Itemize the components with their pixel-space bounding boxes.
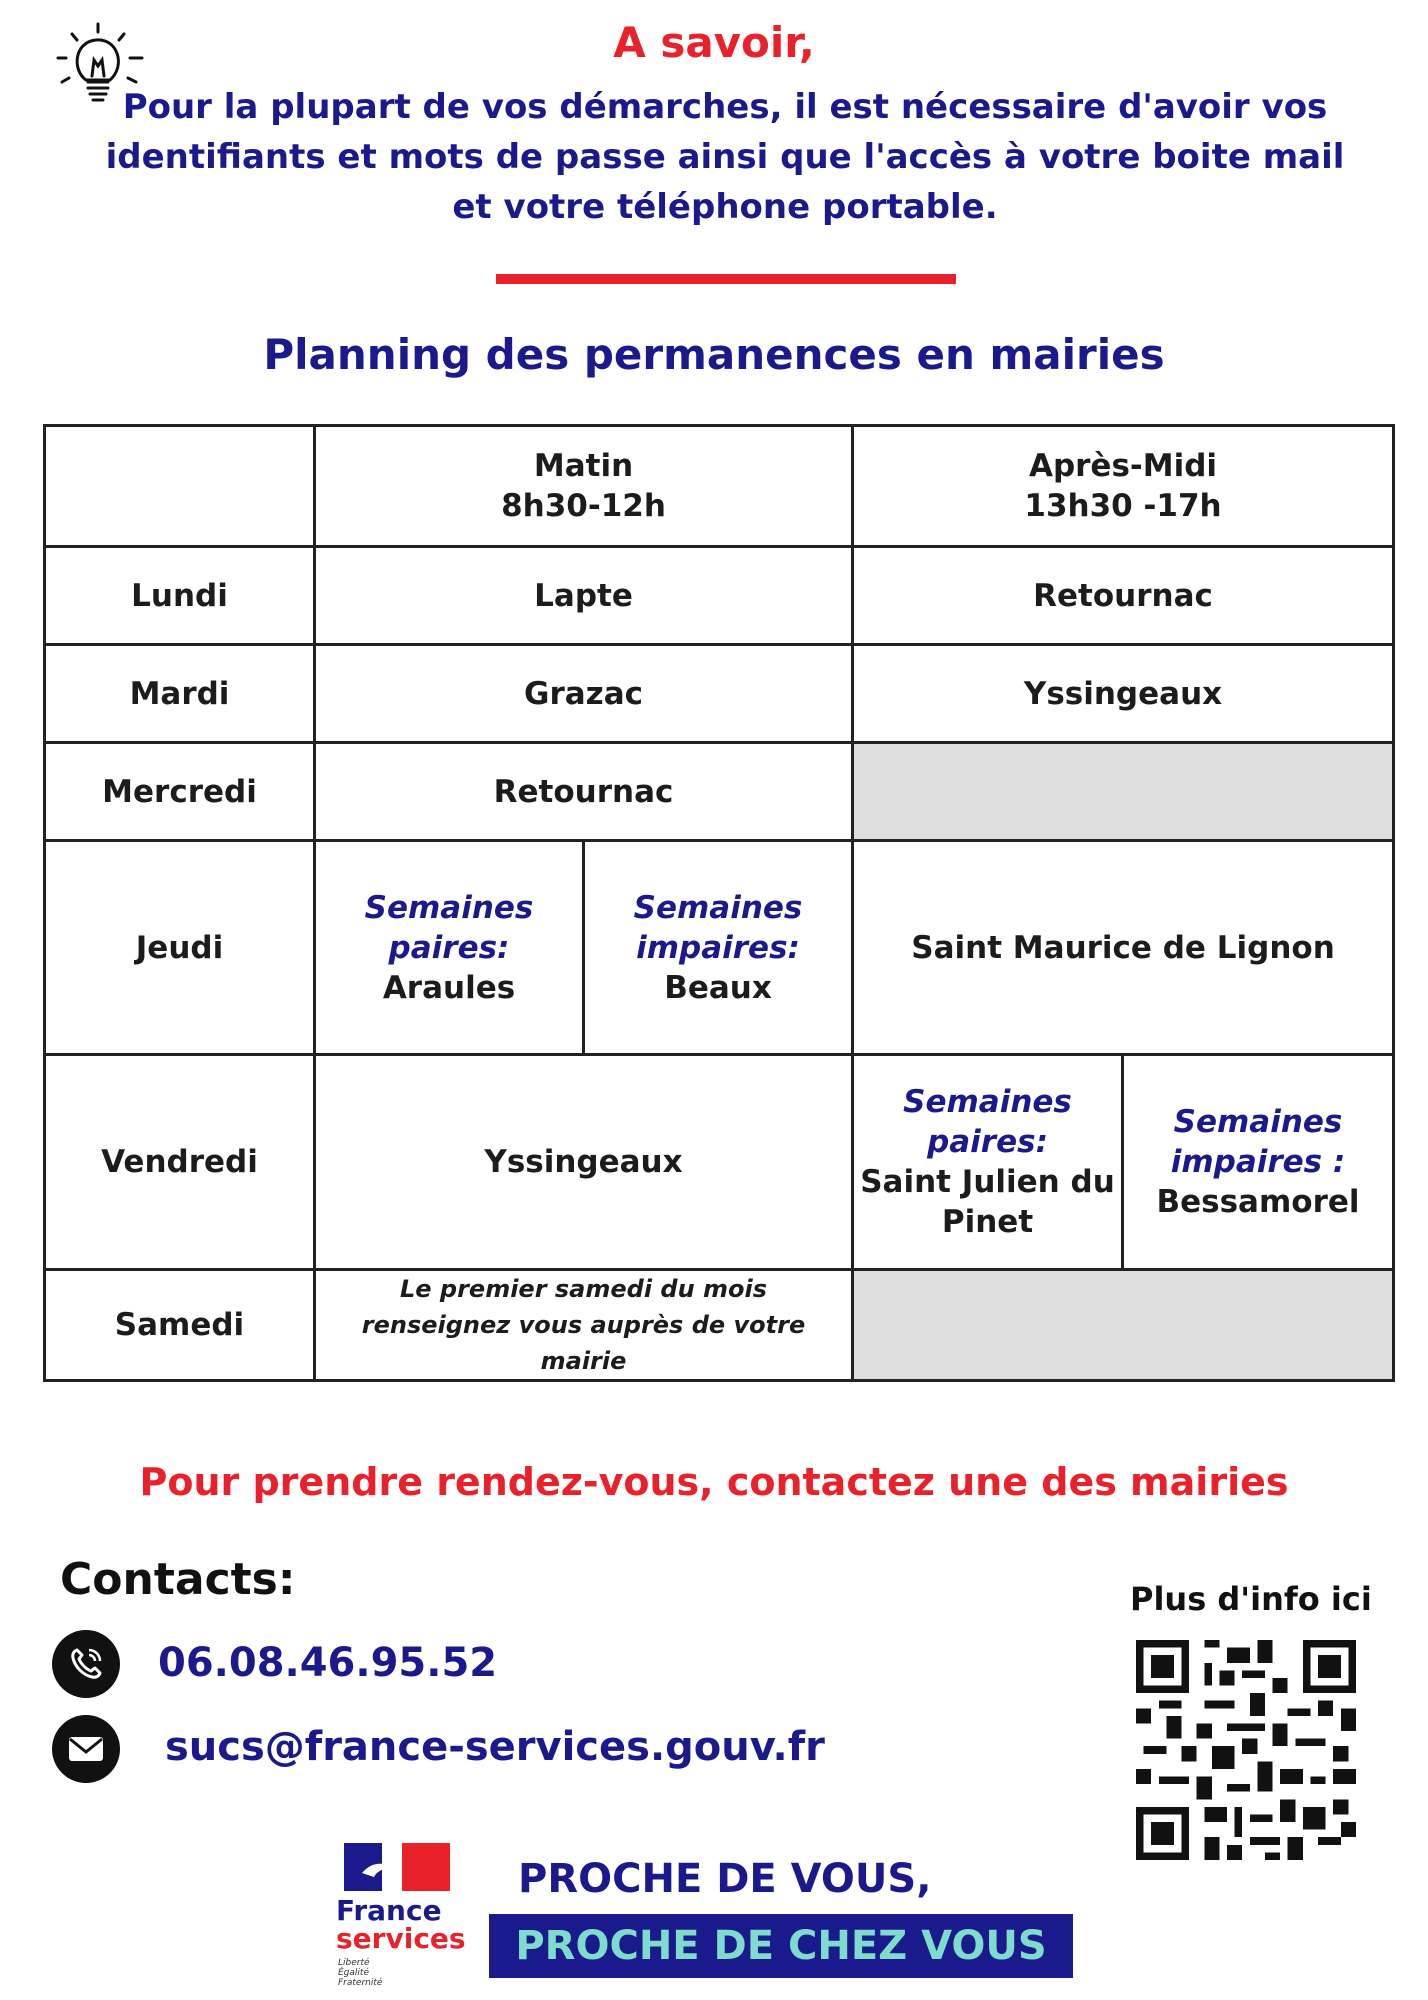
- table-row: [45, 841, 1394, 1055]
- header-afternoon: [853, 426, 1394, 547]
- table-header-row: [45, 426, 1394, 547]
- france-services-logo: [334, 1843, 464, 1893]
- morning-hours: 8h30-12h: [501, 488, 666, 524]
- even-weeks-label: Semaines: [364, 889, 534, 926]
- logo-text-france: France: [336, 1894, 442, 1927]
- afternoon-empty-cell: [853, 743, 1394, 841]
- appointment-cta: Pour prendre rendez-vous, contactez une des mairies: [139, 1460, 1289, 1504]
- morning-cell: Lapte: [315, 547, 853, 645]
- schedule-table: [43, 424, 1395, 1382]
- header-empty-cell: [45, 426, 315, 547]
- table-row: [45, 1270, 1394, 1381]
- afternoon-empty-cell: [853, 1270, 1394, 1381]
- even-weeks-place: Saint Julien du: [860, 1164, 1115, 1200]
- phone-number[interactable]: 06.08.46.95.52: [158, 1640, 498, 1686]
- contacts-title: Contacts:: [60, 1554, 296, 1605]
- odd-weeks-cell: [584, 841, 853, 1055]
- email-address[interactable]: sucs@france-services.gouv.fr: [165, 1724, 825, 1770]
- day-cell: Mardi: [45, 645, 315, 743]
- planning-title: Planning des permanences en mairies: [263, 330, 1165, 379]
- afternoon-cell: Retournac: [853, 547, 1394, 645]
- morning-label: Matin: [533, 448, 634, 484]
- odd-weeks-label: Semaines: [633, 889, 803, 926]
- day-cell: Mercredi: [45, 743, 315, 841]
- table-row: [45, 547, 1394, 645]
- even-weeks-place: Pinet: [941, 1204, 1034, 1240]
- even-weeks-place: Araules: [382, 969, 516, 1006]
- divider: [496, 274, 956, 284]
- saturday-note-cell: [315, 1270, 853, 1381]
- even-weeks-cell: [853, 1055, 1123, 1270]
- slogan-line-2: PROCHE DE CHEZ VOUS: [489, 1914, 1073, 1978]
- slogan-line-1: PROCHE DE VOUS,: [518, 1856, 932, 1902]
- even-weeks-label: paires:: [927, 1124, 1048, 1160]
- odd-weeks-label: impaires :: [1170, 1144, 1346, 1180]
- logo-text-services: services: [336, 1922, 466, 1955]
- table-row: [45, 645, 1394, 743]
- morning-cell: Yssingeaux: [315, 1055, 853, 1270]
- logo-motto: Liberté Égalité Fraternité: [338, 1958, 383, 1988]
- afternoon-hours: 13h30 -17h: [1024, 488, 1222, 524]
- even-weeks-cell: [315, 841, 584, 1055]
- afternoon-label: Après-Midi: [1028, 448, 1218, 484]
- envelope-icon: [52, 1715, 120, 1783]
- saturday-note: Le premier samedi du mois: [399, 1275, 768, 1303]
- morning-cell: Grazac: [315, 645, 853, 743]
- afternoon-cell: Saint Maurice de Lignon: [853, 841, 1394, 1055]
- day-cell: Vendredi: [45, 1055, 315, 1270]
- table-row: [45, 1055, 1394, 1270]
- more-info-label: Plus d'info ici: [1130, 1580, 1372, 1618]
- odd-weeks-label: Semaines: [1173, 1104, 1343, 1140]
- a-savoir-title: A savoir,: [613, 18, 815, 67]
- intro-text: Pour la plupart de vos démarches, il est nécessaire d'avoir vos identifiants et mots de passe ainsi que l'accès à votre boite mail et votre téléphone portable.: [105, 87, 1345, 227]
- day-cell: Lundi: [45, 547, 315, 645]
- phone-icon: [52, 1630, 120, 1698]
- table-row: [45, 743, 1394, 841]
- even-weeks-label: Semaines: [903, 1084, 1072, 1120]
- odd-weeks-label: impaires:: [636, 929, 800, 966]
- saturday-note: renseignez vous auprès de votre mairie: [361, 1311, 806, 1375]
- odd-weeks-cell: [1123, 1055, 1394, 1270]
- odd-weeks-place: Bessamorel: [1156, 1184, 1360, 1220]
- qr-code[interactable]: [1136, 1640, 1356, 1860]
- afternoon-cell: Yssingeaux: [853, 645, 1394, 743]
- day-cell: Jeudi: [45, 841, 315, 1055]
- day-cell: Samedi: [45, 1270, 315, 1381]
- morning-cell: Retournac: [315, 743, 853, 841]
- header-morning: [315, 426, 853, 547]
- even-weeks-label: paires:: [388, 929, 510, 966]
- odd-weeks-place: Beaux: [664, 969, 772, 1006]
